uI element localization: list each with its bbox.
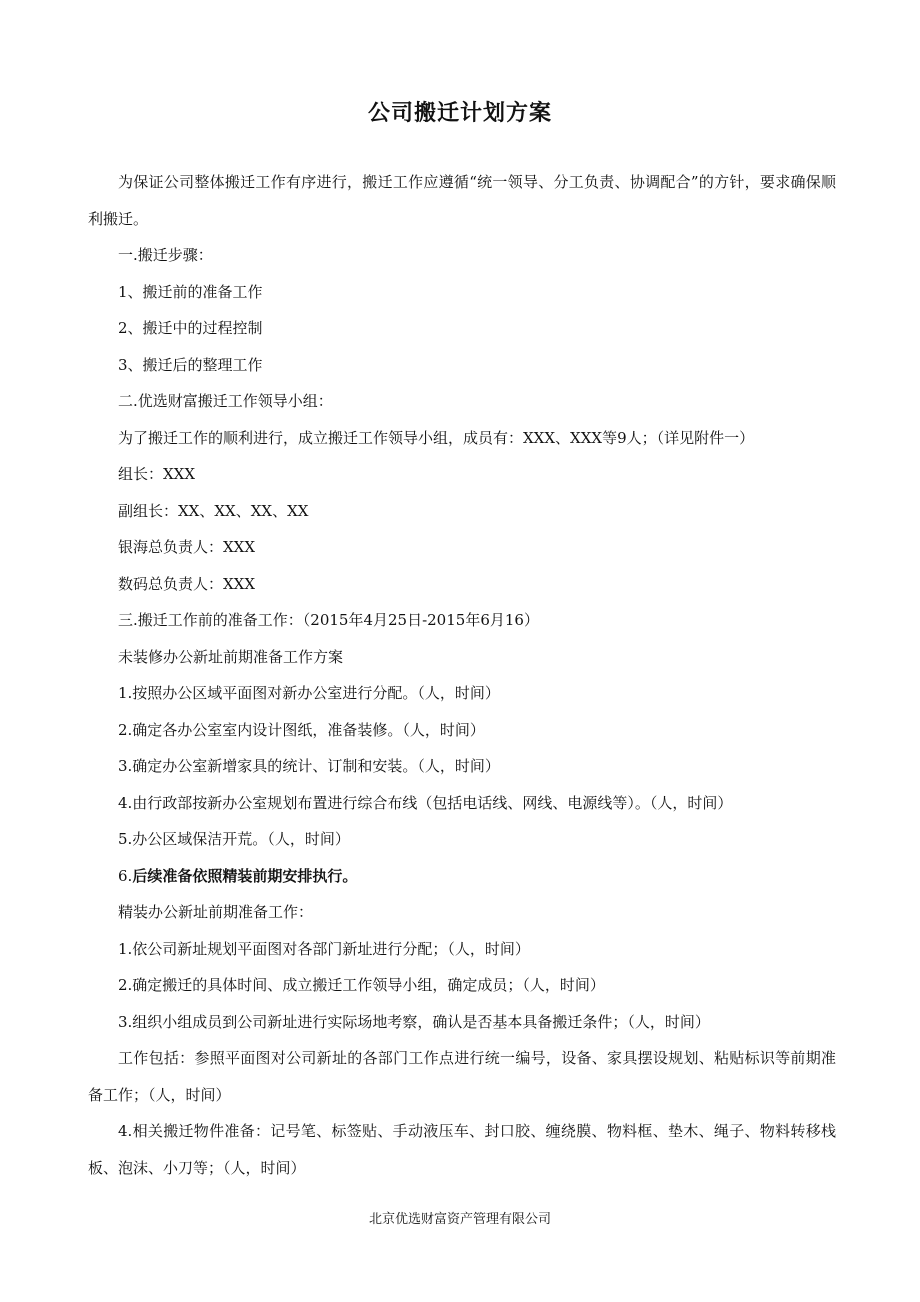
document-body [88, 164, 836, 1186]
step-item: 1、搬迁前的准备工作 [118, 282, 263, 301]
list-item: 3.组织小组成员到公司新址进行实际场地考察，确认是否基本具备搬迁条件；（人，时间） [118, 1012, 710, 1031]
work-scope-paragraph: 工作包括：参照平面图对公司新址的各部门工作点进行统一编号，设备、家具摆设规划、粘贴标识等前期准备工作；（人，时间） [88, 1049, 836, 1104]
list-item-number: 6. [118, 866, 133, 885]
yinhai-lead-line: 银海总负责人：XXX [118, 538, 256, 556]
page-footer: 北京优选财富资产管理有限公司 [368, 1212, 551, 1227]
leadership-paragraph: 为了搬迁工作的顺利进行，成立搬迁工作领导小组，成员有：XXX、XXX等9人；（详见附件一） [118, 428, 755, 447]
list-item: 4.由行政部按新办公室规划布置进行综合布线（包括电话线、网线、电源线等）。（人，时间） [118, 793, 733, 812]
list-item: 3.确定办公室新增家具的统计、订制和安装。（人，时间） [118, 757, 500, 775]
materials-paragraph: 4.相关搬迁物件准备：记号笔、标签贴、手动液压车、封口胶、缠绕膜、物料框、垫木、绳子、物料转移栈板、泡沫、小刀等；（人，时间） [88, 1122, 836, 1177]
subheading-finished-site: 精装办公新址前期准备工作： [118, 903, 314, 921]
section-heading-leadership: 二.优选财富搬迁工作领导小组： [118, 392, 333, 410]
list-item-bold [88, 858, 836, 895]
deputy-leader-line: 副组长：XX、XX、XX、XX [118, 501, 309, 520]
leader-line: 组长：XXX [118, 465, 196, 483]
list-item: 1.依公司新址规划平面图对各部门新址进行分配；（人，时间） [118, 939, 530, 958]
list-item: 2.确定各办公室室内设计图纸，准备装修。（人，时间） [118, 720, 485, 739]
step-item: 3、搬迁后的整理工作 [118, 355, 263, 374]
document-title: 公司搬迁计划方案 [367, 100, 552, 126]
section-heading-preparation: 三.搬迁工作前的准备工作：（2015年4月25日-2015年6月16） [118, 611, 539, 629]
list-item-bold-text: 后续准备依照精装前期安排执行。 [132, 866, 358, 885]
list-item: 2.确定搬迁的具体时间、成立搬迁工作领导小组，确定成员；（人，时间） [118, 976, 605, 994]
list-item: 1.按照办公区域平面图对新办公室进行分配。（人，时间） [118, 684, 500, 702]
intro-paragraph: 为保证公司整体搬迁工作有序进行，搬迁工作应遵循“统一领导、分工负责、协调配合”的方针，要求确保顺利搬迁。 [88, 173, 836, 228]
list-item: 5.办公区域保洁开荒。（人，时间） [118, 830, 350, 848]
subheading-unfinished-site: 未装修办公新址前期准备工作方案 [118, 647, 344, 666]
section-heading-steps: 一.搬迁步骤： [118, 246, 213, 264]
step-item: 2、搬迁中的过程控制 [118, 319, 263, 337]
digital-lead-line: 数码总负责人：XXX [118, 574, 256, 593]
